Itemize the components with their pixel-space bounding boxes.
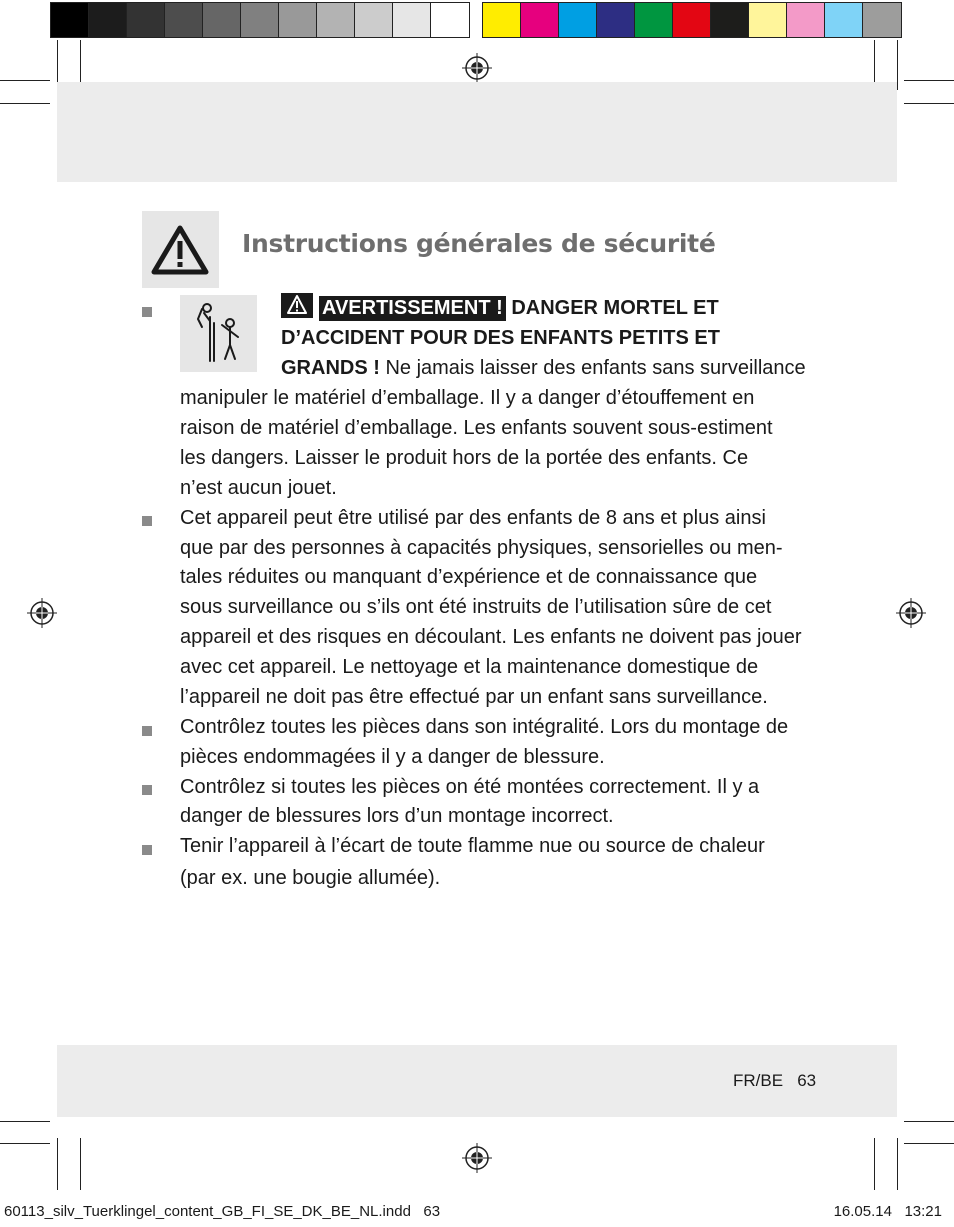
color-swatch xyxy=(483,3,521,37)
color-swatch xyxy=(51,3,89,37)
child-supervision-icon xyxy=(180,295,257,372)
crop-mark xyxy=(904,103,954,104)
paragraph-line: Contrôlez si toutes les pièces on été montées correctement. Il y a xyxy=(180,776,760,798)
color-swatch xyxy=(431,3,469,37)
warning-heading-text: GRANDS ! xyxy=(281,357,380,379)
warning-triangle-icon xyxy=(142,211,219,288)
crop-mark xyxy=(897,40,898,90)
warning-label: AVERTISSEMENT ! xyxy=(319,296,506,321)
color-swatch xyxy=(673,3,711,37)
paragraph-line: les dangers. Laisser le produit hors de la portée des enfants. Ce xyxy=(180,447,749,469)
warning-heading-line xyxy=(281,293,719,323)
paragraph-line: (par ex. une bougie allumée). xyxy=(180,867,441,889)
color-swatch xyxy=(711,3,749,37)
registration-mark-icon xyxy=(896,598,926,628)
slug-date: 16.05.14 13:21 xyxy=(833,1203,942,1220)
list-bullet xyxy=(142,516,152,526)
list-bullet xyxy=(142,307,152,317)
paragraph-line: raison de matériel d’emballage. Les enfants souvent sous-estiment xyxy=(180,417,773,439)
crop-mark xyxy=(57,1138,58,1190)
paragraph-line: appareil et des risques en découlant. Les enfants ne doivent pas jouer xyxy=(180,626,802,648)
slug-filename: 60113_silv_Tuerklingel_content_GB_FI_SE_DK_BE_NL.indd 63 xyxy=(4,1203,441,1220)
paragraph-line: tales réduites ou manquant d’expérience et de connaissance que xyxy=(180,566,758,588)
list-bullet xyxy=(142,726,152,736)
list-bullet xyxy=(142,845,152,855)
warning-triangle-icon xyxy=(281,293,313,318)
color-swatch xyxy=(203,3,241,37)
crop-mark xyxy=(897,1138,898,1190)
crop-mark xyxy=(904,1121,954,1122)
color-swatch xyxy=(241,3,279,37)
registration-mark-icon xyxy=(462,53,492,83)
crop-mark xyxy=(80,1138,81,1190)
header-band xyxy=(57,82,897,182)
registration-mark-icon xyxy=(462,1143,492,1173)
paragraph-line: Contrôlez toutes les pièces dans son intégralité. Lors du montage de xyxy=(180,716,789,738)
color-swatch xyxy=(635,3,673,37)
color-swatch xyxy=(825,3,863,37)
color-swatch xyxy=(521,3,559,37)
registration-mark-icon xyxy=(27,598,57,628)
grayscale-color-bar xyxy=(50,2,470,38)
color-swatch xyxy=(393,3,431,37)
crop-mark xyxy=(0,103,50,104)
paragraph-line: avec cet appareil. Le nettoyage et la maintenance domestique de xyxy=(180,656,759,678)
paragraph-line xyxy=(281,353,806,383)
color-swatch xyxy=(127,3,165,37)
warning-heading-text: DANGER MORTEL ET xyxy=(511,297,719,319)
crop-mark xyxy=(874,1138,875,1190)
paragraph-line: que par des personnes à capacités physiques, sensorielles ou men- xyxy=(180,537,783,559)
color-swatch xyxy=(317,3,355,37)
paragraph-line: l’appareil ne doit pas être effectué par un enfant sans surveillance. xyxy=(180,686,768,708)
crop-mark xyxy=(904,1143,954,1144)
warning-heading-text: D’ACCIDENT POUR DES ENFANTS PETITS ET xyxy=(281,327,720,349)
paragraph-line: pièces endommagées il y a danger de blessure. xyxy=(180,746,605,768)
color-swatch xyxy=(165,3,203,37)
crop-mark xyxy=(0,1143,50,1144)
color-swatch xyxy=(749,3,787,37)
paragraph-text: Ne jamais laisser des enfants sans surveillance xyxy=(379,357,806,379)
color-swatch xyxy=(559,3,597,37)
color-swatch xyxy=(279,3,317,37)
crop-mark xyxy=(0,80,50,81)
color-swatch xyxy=(597,3,635,37)
paragraph-line: n’est aucun jouet. xyxy=(180,477,337,499)
section-title: Instructions générales de sécurité xyxy=(242,229,716,258)
paragraph-line: Cet appareil peut être utilisé par des enfants de 8 ans et plus ainsi xyxy=(180,507,766,529)
crop-mark xyxy=(0,1121,50,1122)
color-swatch xyxy=(787,3,825,37)
paragraph-line: Tenir l’appareil à l’écart de toute flamme nue ou source de chaleur xyxy=(180,835,765,857)
list-bullet xyxy=(142,785,152,795)
page-number: FR/BE 63 xyxy=(733,1071,817,1090)
crop-mark xyxy=(904,80,954,81)
color-swatch xyxy=(89,3,127,37)
paragraph-line: manipuler le matériel d’emballage. Il y a danger d’étouffement en xyxy=(180,387,755,409)
paragraph-line: danger de blessures lors d’un montage incorrect. xyxy=(180,805,614,827)
color-swatch xyxy=(863,3,901,37)
paragraph-line: sous surveillance ou s’ils ont été instruits de l’utilisation sûre de cet xyxy=(180,596,772,618)
color-swatch xyxy=(355,3,393,37)
cmyk-color-bar xyxy=(482,2,902,38)
